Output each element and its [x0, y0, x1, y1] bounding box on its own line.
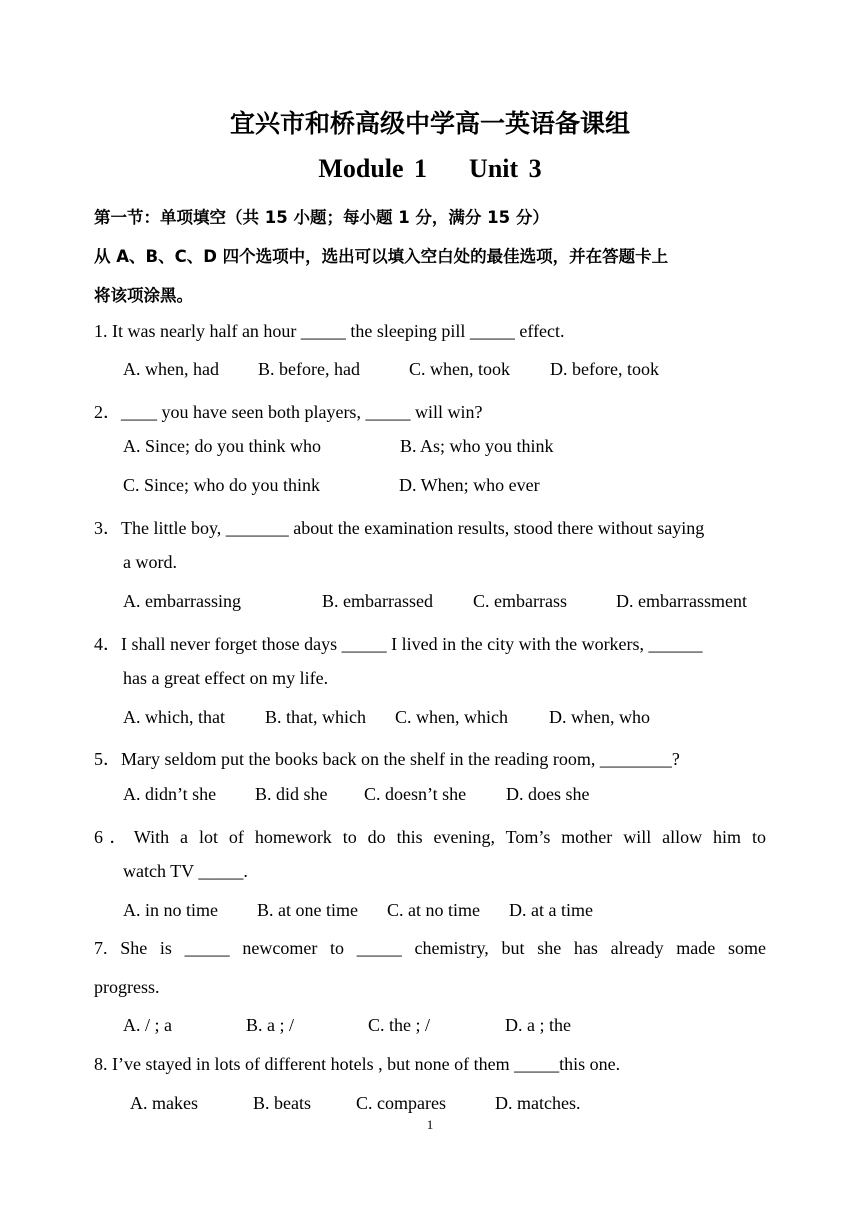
question-7-option-d: D. a ; the	[505, 1015, 571, 1035]
page-number: 1	[426, 1117, 434, 1132]
question-7-stem-line2: progress.	[94, 977, 160, 997]
question-1-option-c: C. when, took	[409, 359, 510, 379]
module-title: Module 1 Unit 3	[318, 154, 542, 183]
question-8-option-c: C. compares	[356, 1093, 446, 1113]
school-title: 宜兴市和桥高级中学高一英语备课组	[229, 109, 630, 138]
question-1-option-a: A. when, had	[123, 359, 219, 379]
question-4-option-c: C. when, which	[395, 707, 508, 727]
question-3-option-d: D. embarrassment	[616, 591, 747, 611]
question-5-option-d: D. does she	[506, 784, 590, 804]
question-8-option-a: A. makes	[130, 1093, 198, 1113]
question-5-option-b: B. did she	[255, 784, 328, 804]
question-5-stem: 5．Mary seldom put the books back on the shelf in the reading room, ________?	[94, 749, 680, 769]
question-6-option-b: B. at one time	[257, 900, 358, 920]
question-7-option-b: B. a ; /	[246, 1015, 294, 1035]
question-7-option-c: C. the ; /	[368, 1015, 430, 1035]
question-3-option-c: C. embarrass	[473, 591, 567, 611]
question-6-option-d: D. at a time	[509, 900, 593, 920]
question-3-stem-line2: a word.	[123, 552, 177, 572]
section-instruction-line1: 从 A、B、C、D 四个选项中，选出可以填入空白处的最佳选项，并在答题卡上	[94, 247, 669, 266]
question-5-option-c: C. doesn’t she	[364, 784, 467, 804]
question-6-option-a: A. in no time	[123, 900, 218, 920]
question-1-option-b: B. before, had	[258, 359, 360, 379]
section-instruction-line2: 将该项涂黑。	[94, 286, 193, 305]
question-3-option-a: A. embarrassing	[123, 591, 241, 611]
question-6-stem-line1: 6．With a lot of homework to do this evening, Tom’s mother will allow him to	[94, 827, 766, 847]
question-2-option-b: B. As; who you think	[400, 436, 554, 456]
question-1-option-d: D. before, took	[550, 359, 659, 379]
question-8-option-b: B. beats	[253, 1093, 311, 1113]
question-7-option-a: A. / ; a	[123, 1015, 172, 1035]
question-4-option-d: D. when, who	[549, 707, 650, 727]
question-6-option-c: C. at no time	[387, 900, 480, 920]
question-2-option-a: A. Since; do you think who	[123, 436, 321, 456]
question-3-stem-text: 3．The little boy, _______ about the examination results, stood there without saying	[94, 518, 705, 538]
question-3-option-b: B. embarrassed	[322, 591, 433, 611]
section-heading: 第一节：单项填空（共 15 小题；每小题 1 分，满分 15 分）	[94, 208, 549, 227]
question-8-stem: 8. I’ve stayed in lots of different hotels , but none of them _____this one.	[94, 1054, 621, 1074]
question-5-option-a: A. didn’t she	[123, 784, 217, 804]
question-6-stem-line2: watch TV _____.	[123, 861, 248, 881]
question-2-option-c: C. Since; who do you think	[123, 475, 320, 495]
question-4-option-b: B. that, which	[265, 707, 366, 727]
question-7-stem-line1: 7. She is _____ newcomer to _____ chemistry, but she has already made some	[94, 938, 766, 958]
question-4-option-a: A. which, that	[123, 707, 225, 727]
question-4-stem-line1: 4．I shall never forget those days _____ I lived in the city with the workers, ______	[94, 634, 703, 654]
question-2-option-d: D. When; who ever	[399, 475, 540, 495]
question-1-stem: 1. It was nearly half an hour _____ the sleeping pill _____ effect.	[94, 321, 565, 341]
question-8-option-d: D. matches.	[495, 1093, 581, 1113]
question-4-stem-line2: has a great effect on my life.	[123, 668, 329, 688]
question-2-stem: 2．____ you have seen both players, _____ will win?	[94, 402, 483, 422]
question-3-stem-line1	[94, 514, 766, 540]
